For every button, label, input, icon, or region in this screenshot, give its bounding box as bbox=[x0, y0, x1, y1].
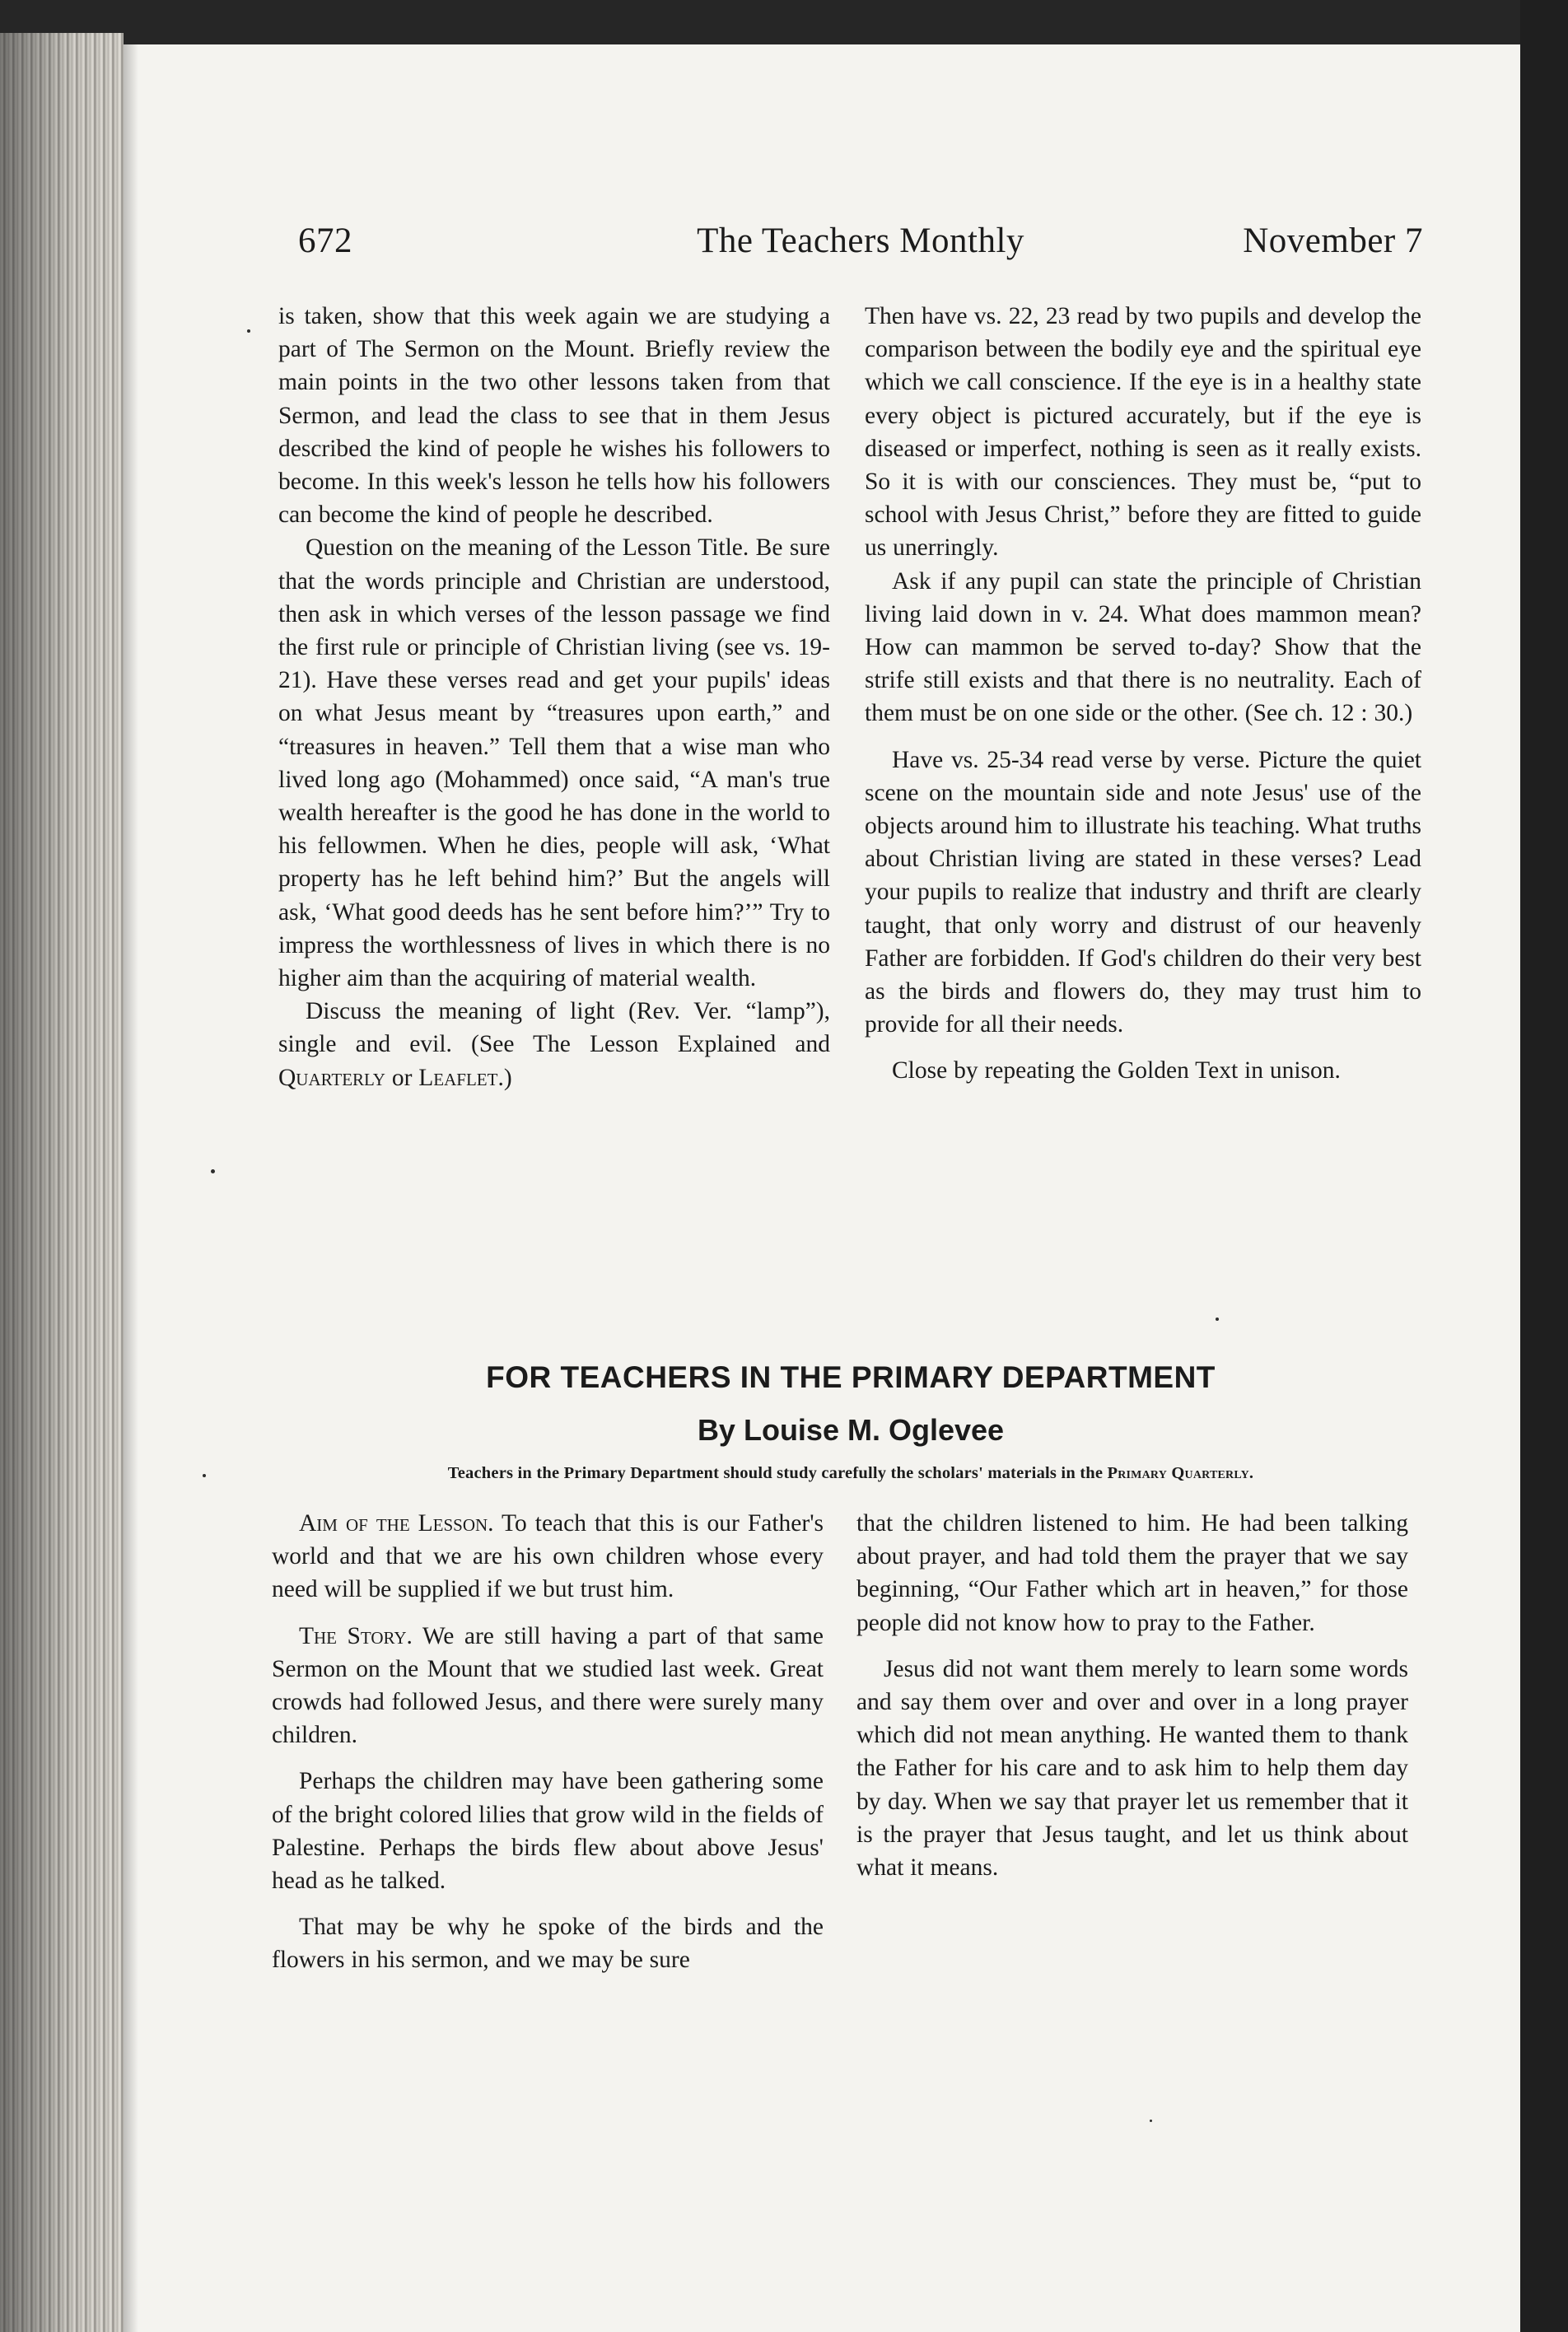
paragraph: Then have vs. 22, 23 read by two pupils and develop the comparison between the bodily eye and the spiritual eye which we call conscience. If the eye is in a healthy state every object is pictured accurately, but if the eye is diseased or imperfect, nothing is seen as it really exists. So it is with our consciences. They must be, “put to school with Jesus Christ,” before they are fitted to guide us unerringly. bbox=[865, 303, 1421, 562]
paragraph: Have vs. 25-34 read verse by verse. Picture the quiet scene on the mountain side and note Jesus' use of the objects around him to illustrate his teaching. What truths about Christian living are stated in these verses? Lead your pupils to realize that industry and thrift are clearly taught, that only worry and distrust of our heavenly Father are forbidden. If God's children do their very best as the birds and flowers do, they may trust him to provide for all their needs. bbox=[865, 746, 1421, 1038]
aim-label: Aim of the Lesson. bbox=[299, 1510, 494, 1537]
issue-date: November 7 bbox=[1243, 222, 1423, 260]
paragraph: Close by repeating the Golden Text in unison. bbox=[892, 1057, 1341, 1084]
story-text: We are still having a part of that same Sermon on the Mount that we studied last week. Great crowds had followed Jesus, and there were surely many children. bbox=[272, 1622, 824, 1749]
running-header bbox=[298, 221, 1423, 270]
paragraph: is taken, show that this week again we are studying a part of The Sermon on the Mount. Briefly review the main points in the two other lessons taken from that Sermon, and lead the class to see that in them Jesus described the kind of people he wishes his followers to become. In this week's lesson he tells how his followers can become the kind of people he described. bbox=[278, 303, 830, 529]
story-label: The Story. bbox=[299, 1622, 413, 1649]
leaflet-ref: Leaflet bbox=[418, 1064, 498, 1091]
section-heading: FOR TEACHERS IN THE PRIMARY DEPARTMENT bbox=[486, 1360, 1216, 1394]
ink-speck bbox=[1150, 2120, 1152, 2122]
page-number: 672 bbox=[298, 222, 352, 260]
paragraph-text: .) bbox=[497, 1064, 512, 1091]
aim-text: To teach that this is our Father's world and that we are his own children whose every need will be supplied if we but trust him. bbox=[272, 1510, 824, 1603]
ink-speck bbox=[1216, 1318, 1219, 1321]
note-text: Teachers in the Primary Department should study carefully the scholars' materials in the bbox=[447, 1464, 1108, 1482]
scan-border-right bbox=[1520, 0, 1568, 2332]
scan-border-top bbox=[0, 0, 1568, 44]
column-right-bottom bbox=[856, 1507, 1408, 1884]
column-right-top bbox=[865, 300, 1421, 1088]
paragraph: Ask if any pupil can state the principle of Christian living laid down in v. 24. What does mammon mean? How can mammon be served to-day? Show that the strife still exists and that there is no neutrality. Each of them must be on one side or the other. (See ch. 12 : 30.) bbox=[865, 567, 1421, 727]
paragraph: Perhaps the children may have been gathering some of the bright colored lilies that grow wild in the fields of Palestine. Perhaps the birds flew about above Jesus' head as he talked. bbox=[272, 1768, 824, 1895]
section-note bbox=[278, 1464, 1423, 1483]
ink-speck bbox=[203, 1474, 206, 1477]
spine-shadow bbox=[0, 33, 124, 2332]
paragraph: Jesus did not want them merely to learn some words and say them over and over and over in a long prayer which did not mean anything. He wanted them to thank the Father for his care and to ask him to help them day by day. When we say that prayer let us remember that it is the prayer that Jesus taught, and let us think about what it means. bbox=[856, 1655, 1408, 1882]
page-gutter-shadow bbox=[124, 44, 138, 2332]
paragraph-text: Discuss the meaning of light (Rev. Ver. “lamp”), single and evil. (See The Lesson Explained and bbox=[278, 998, 830, 1058]
column-left-top bbox=[278, 300, 830, 1094]
paragraph bbox=[278, 995, 830, 1094]
paragraph: Question on the meaning of the Lesson Title. Be sure that the words principle and Christian are understood, then ask in which verses of the lesson passage we find the first rule or principle of Christian living (see vs. 19-21). Have these verses read and get your pupils' ideas on what Jesus meant by “treasures upon earth,” and “treasures in heaven.” Tell them that a wise man who lived long ago (Mohammed) once said, “A man's true wealth hereafter is the good he has done in the world to his fellowmen. When he dies, people will ask, ‘What property has he left behind him?’ But the angels will ask, ‘What good deeds has he sent before him?’” Try to impress the worthlessness of lives in which there is no higher aim than the acquiring of material wealth. bbox=[278, 534, 830, 992]
ink-speck bbox=[211, 1169, 215, 1173]
column-left-bottom bbox=[272, 1507, 824, 1977]
ink-speck bbox=[247, 329, 250, 333]
primary-quarterly-ref: Primary Quarterly bbox=[1107, 1464, 1249, 1482]
note-text: . bbox=[1248, 1464, 1254, 1482]
story-paragraph bbox=[272, 1620, 824, 1752]
paragraph: That may be why he spoke of the birds and the flowers in his sermon, and we may be sure bbox=[272, 1914, 824, 1974]
author-byline: By Louise M. Oglevee bbox=[697, 1413, 1005, 1447]
aim-paragraph bbox=[272, 1507, 824, 1607]
journal-title: The Teachers Monthly bbox=[697, 222, 1024, 260]
paragraph: that the children listened to him. He had been talking about prayer, and had told them the prayer that we say beginning, “Our Father which art in heaven,” for those people did not know how to pray to the Father. bbox=[856, 1510, 1408, 1636]
paragraph-text: or bbox=[385, 1064, 419, 1091]
quarterly-ref: Quarterly bbox=[278, 1064, 385, 1091]
